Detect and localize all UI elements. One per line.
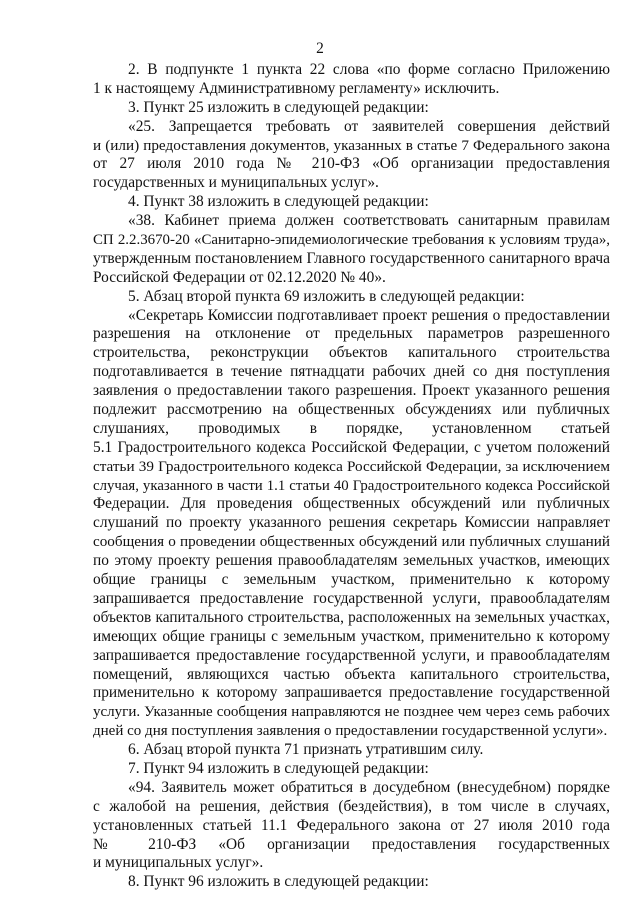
paragraph [93,288,610,307]
text-line: 8. Пункт 96 изложить в следующей редакции: [128,873,429,891]
text-line: 1 к настоящему Административному регламенту» исключить. [93,79,500,97]
text-line: статьи 39 Градостроительного кодекса Российской Федерации, за исключением [93,457,610,475]
text-line: 5.1 Градостроительного кодекса Российской Федерации, с учетом положений [93,438,610,456]
text-line: № 210-ФЗ «Об организации предоставления государственных [93,835,610,853]
paragraph [93,99,610,118]
text-line: объектов капитального строительства, расположенных на земельных участках, [93,608,610,626]
text-line: «25. Запрещается требовать от заявителей совершения действий [128,117,610,135]
text-line: от 27 июля 2010 года № 210-ФЗ «Об организации предоставления [93,155,610,173]
text-line: «Секретарь Комиссии подготавливает проект решения о предоставлении [128,306,610,324]
text-line: 4. Пункт 38 изложить в следующей редакции: [128,193,429,211]
paragraph [93,307,610,741]
text-line: утвержденным постановлением Главного государственного санитарного врача [93,249,610,267]
paragraph [93,779,610,873]
text-line: слушаниях, проводимых в порядке, установленном статьей [93,419,610,437]
text-line: запрашивается предоставление государственной услуги, правообладателям [93,589,610,607]
text-line: 2. В подпункте 1 пункта 22 слова «по форме согласно Приложению [128,61,610,78]
text-line: «94. Заявитель может обратиться в досудебном (внесудебном) порядке [128,778,610,796]
text-line: подлежит рассмотрению на общественных обсуждениях или публичных [93,401,610,419]
text-line: запрашивается предоставление государственной услуги, и правообладателям [93,646,610,664]
text-line: и муниципальных услуг». [93,854,264,872]
text-line: услуги. Указанные сообщения направляются не позднее чем через семь рабочих [93,704,610,721]
text-line: сообщения о проведении общественных обсуждений или публичных слушаний [93,533,610,551]
paragraph [93,741,610,760]
text-line: государственных и муниципальных услуг». [93,174,379,192]
text-line: заявления о предоставлении такого разрешения. Проект указанного решения [93,382,610,400]
page-number: 2 [316,40,324,57]
text-line: Российской Федерации от 02.12.2020 № 40». [93,268,386,286]
text-line: СП 2.2.3670-20 «Санитарно-эпидемиологические требования к условиям труда», [93,232,610,249]
text-line: имеющих общие границы с земельным участком, применительно к которому [93,627,610,645]
text-line: и (или) предоставления документов, указанных в статье 7 Федерального закона [93,136,610,154]
text-line: 5. Абзац второй пункта 69 изложить в следующей редакции: [128,287,525,305]
text-line: общие границы с земельным участком, применительно к которому [93,571,610,589]
paragraph [93,760,610,779]
text-line: помещений, являющихся частью объекта капитального строительства, [93,665,610,683]
text-line: по этому проекту решения правообладателям земельных участков, имеющих [93,552,610,570]
text-line: 6. Абзац второй пункта 71 признать утратившим силу. [128,741,484,759]
text-line: разрешения на отклонение от предельных параметров разрешенного [93,325,610,343]
text-line: 7. Пункт 94 изложить в следующей редакции: [128,759,429,777]
text-line: подготавливается в течение пятнадцати рабочих дней со дня поступления [93,363,610,381]
paragraph [93,873,610,892]
paragraph [93,61,610,99]
text-line: 3. Пункт 25 изложить в следующей редакции: [128,98,429,116]
text-line: строительства, реконструкции объектов капитального строительства [93,344,610,362]
paragraph [93,118,610,194]
document-body [93,61,610,892]
text-line: слушаний по проекту указанного решения секретарь Комиссии направляет [93,514,610,532]
text-line: дней со дня поступления заявления о предоставлении государственной услуги». [93,723,608,740]
text-line: Федерации. Для проведения общественных обсуждений или публичных [93,495,610,513]
paragraph [93,193,610,212]
paragraph [93,212,610,288]
text-line: «38. Кабинет приема должен соответствовать санитарным правилам [128,212,610,230]
text-line: установленных статьей 11.1 Федерального закона от 27 июля 2010 года [93,816,610,834]
text-line: случая, указанного в части 1.1 статьи 40 Градостроительного кодекса Российской [93,477,610,494]
text-line: с жалобой на решения, действия (бездействия), в том числе в случаях, [93,797,610,815]
text-line: применительно к которому запрашивается предоставление государственной [93,684,610,702]
